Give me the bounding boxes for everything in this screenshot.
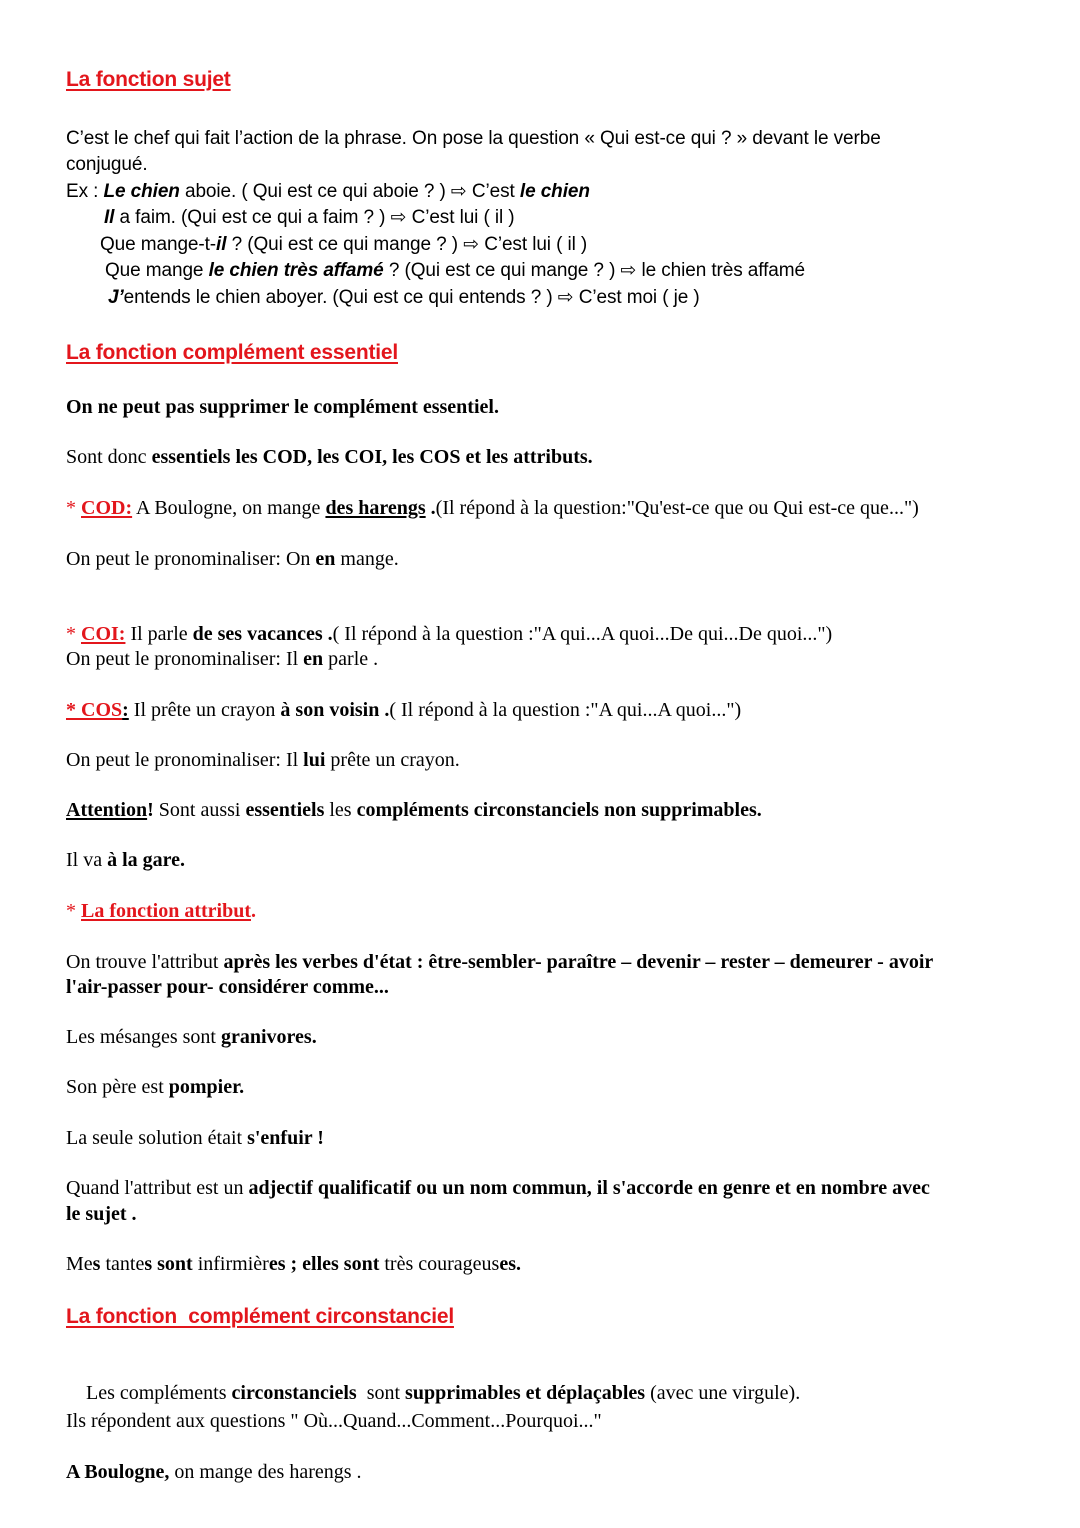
- sujet-example-4: Que mange le chien très affamé ? (Qui est ce qui mange ? ) ⇨ le chien très affamé: [105, 260, 805, 281]
- subject-highlight: il: [216, 234, 227, 255]
- cod-label: COD:: [81, 497, 133, 519]
- attribut-example-1: Les mésanges sont granivores.: [66, 1026, 317, 1048]
- arrow-right-icon: ⇨: [620, 260, 637, 281]
- arrow-right-icon: ⇨: [390, 207, 407, 228]
- attention-note: Attention! Sont aussi essentiels les compléments circonstanciels non supprimables.: [66, 799, 762, 821]
- sujet-example-2: Il a faim. (Qui est ce qui a faim ? ) ⇨ C’est lui ( il ): [104, 207, 515, 228]
- attribut-accord-example: Mes tantes sont infirmières ; elles sont très courageuses.: [66, 1253, 521, 1275]
- circonstanciel-questions: Ils répondent aux questions " Où...Quand...Comment...Pourquoi...": [66, 1410, 602, 1432]
- subject-highlight: le chien très affamé: [208, 260, 384, 281]
- essentiel-list: Sont donc essentiels les COD, les COI, les COS et les attributs.: [66, 446, 593, 468]
- heading-complement-circonstanciel: La fonction complément circonstanciel: [66, 1305, 454, 1328]
- circonstanciel-rule: Les compléments circonstanciels sont supprimables et déplaçables (avec une virgule).: [86, 1382, 801, 1404]
- arrow-right-icon: ⇨: [557, 287, 574, 308]
- bullet-star: *: [66, 900, 81, 922]
- sujet-intro-line-2: conjugué.: [66, 154, 148, 175]
- coi-definition: * COI: Il parle de ses vacances .( Il répond à la question :"A qui...A quoi...De qui...De quoi..."): [66, 623, 833, 645]
- essentiel-rule: On ne peut pas supprimer le complément essentiel.: [66, 396, 499, 418]
- cod-definition: * COD: A Boulogne, on mange des harengs .(Il répond à la question:"Qu'est-ce que ou Qui est-ce que..."): [66, 497, 919, 519]
- subject-highlight: Il: [104, 207, 115, 228]
- cos-definition: * COS: Il prête un crayon à son voisin .( Il répond à la question :"A qui...A quoi..."): [66, 699, 742, 721]
- arrow-right-icon: ⇨: [450, 181, 467, 202]
- coi-label: COI:: [81, 623, 126, 645]
- heading-complement-essentiel: La fonction complément essentiel: [66, 341, 398, 364]
- attribut-example-2: Son père est pompier.: [66, 1076, 245, 1098]
- heading-fonction-attribut: * La fonction attribut.: [66, 900, 256, 922]
- heading-fonction-sujet: La fonction sujet: [66, 68, 231, 91]
- subject-highlight: J’: [108, 287, 124, 308]
- circonstanciel-example: A Boulogne, on mange des harengs .: [66, 1461, 362, 1483]
- cos-label: * COS: [66, 699, 123, 721]
- sujet-example-5: J’entends le chien aboyer. (Qui est ce qui entends ? ) ⇨ C’est moi ( je ): [108, 287, 700, 308]
- attribut-verbs-line-2: l'air-passer pour- considérer comme...: [66, 976, 389, 998]
- attribut-example-3: La seule solution était s'enfuir !: [66, 1127, 324, 1149]
- arrow-right-icon: ⇨: [463, 234, 480, 255]
- attribut-accord-line-1: Quand l'attribut est un adjectif qualificatif ou un nom commun, il s'accorde en genre et en nombre avec: [66, 1177, 930, 1199]
- attention-example: Il va à la gare.: [66, 849, 186, 871]
- subject-highlight: Le chien: [103, 181, 180, 202]
- coi-pronominalisation: On peut le pronominaliser: Il en parle .: [66, 648, 379, 670]
- sujet-intro-line-1: C’est le chef qui fait l’action de la phrase. On pose la question « Qui est-ce qui ? » devant le verbe: [66, 128, 881, 149]
- attention-label: Attention: [66, 799, 148, 821]
- attribut-accord-line-2: le sujet .: [66, 1203, 137, 1225]
- sujet-example-1: Ex : Le chien aboie. ( Qui est ce qui aboie ? ) ⇨ C’est le chien: [66, 181, 590, 202]
- cos-pronominalisation: On peut le pronominaliser: Il lui prête un crayon.: [66, 749, 460, 771]
- bullet-star: *: [66, 623, 81, 645]
- sujet-example-3: Que mange-t-il ? (Qui est ce qui mange ? ) ⇨ C’est lui ( il ): [100, 234, 588, 255]
- cod-pronominalisation: On peut le pronominaliser: On en mange.: [66, 548, 399, 570]
- attribut-verbs-line-1: On trouve l'attribut après les verbes d'état : être-sembler- paraître – devenir – rester – demeurer - avoir: [66, 951, 934, 973]
- bullet-star: *: [66, 497, 81, 519]
